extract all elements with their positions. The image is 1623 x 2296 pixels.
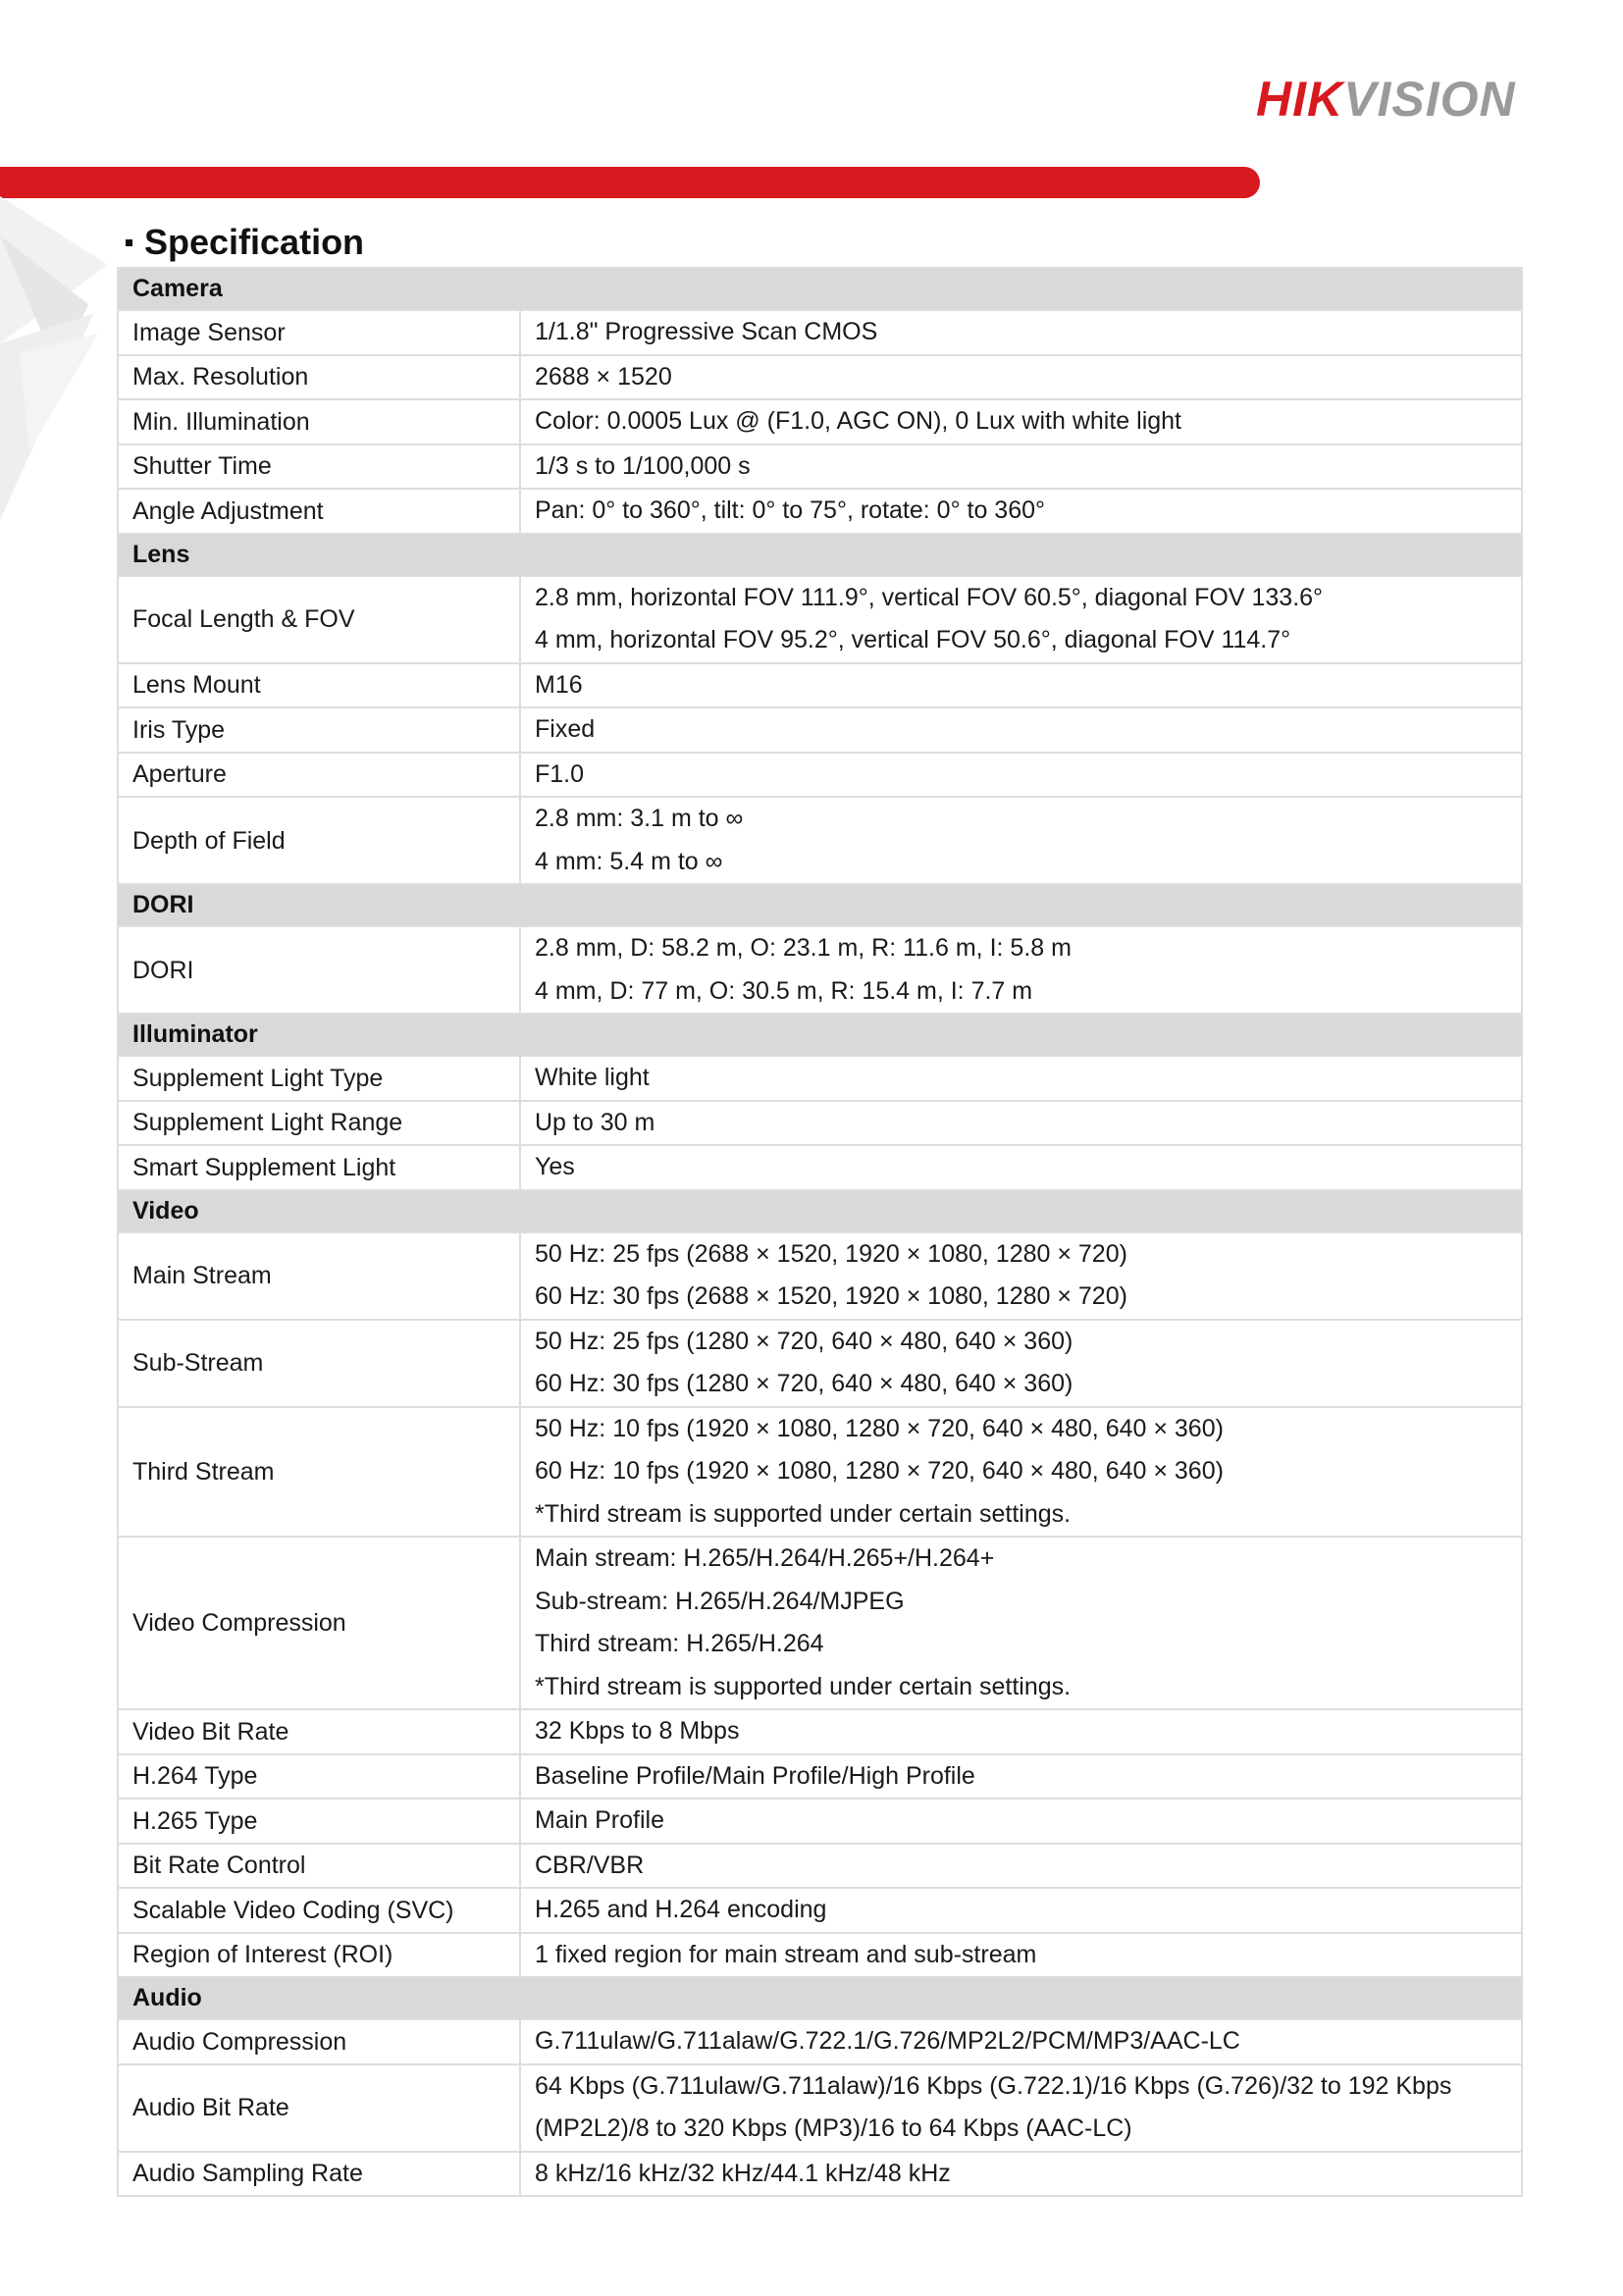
spec-value-cell — [520, 1754, 1522, 1800]
spec-value: G.711ulaw/G.711alaw/G.722.1/G.726/MP2L2/PCM/MP3/AAC-LC — [535, 2027, 1240, 2055]
spec-value: 2.8 mm, D: 58.2 m, O: 23.1 m, R: 11.6 m, I: 5.8 m — [535, 934, 1072, 962]
spec-value: 50 Hz: 25 fps (1280 × 720, 640 × 480, 640 × 360) — [535, 1327, 1073, 1355]
spec-label: Audio Sampling Rate — [118, 2152, 520, 2197]
section-header-row — [118, 884, 1522, 926]
spec-value: 60 Hz: 10 fps (1920 × 1080, 1280 × 720, 640 × 480, 640 × 360) — [535, 1457, 1224, 1485]
spec-value: 2.8 mm: 3.1 m to ∞ — [535, 805, 744, 832]
spec-row — [118, 355, 1522, 400]
spec-row — [118, 926, 1522, 1014]
spec-row — [118, 1537, 1522, 1709]
spec-row — [118, 1888, 1522, 1933]
spec-label: Scalable Video Coding (SVC) — [118, 1888, 520, 1933]
spec-row — [118, 1844, 1522, 1889]
spec-row — [118, 2064, 1522, 2152]
spec-label: Region of Interest (ROI) — [118, 1933, 520, 1978]
spec-value-cell — [520, 1799, 1522, 1844]
spec-value: 1 fixed region for main stream and sub-stream — [535, 1940, 1037, 1968]
section-header: Illuminator — [118, 1014, 1522, 1056]
spec-value-cell — [520, 1320, 1522, 1407]
spec-label: Audio Bit Rate — [118, 2064, 520, 2152]
spec-row — [118, 489, 1522, 534]
spec-label: Iris Type — [118, 707, 520, 753]
page-title-text: Specification — [144, 222, 365, 262]
spec-row — [118, 399, 1522, 444]
spec-value-cell — [520, 1709, 1522, 1754]
spec-value: Fixed — [535, 715, 596, 743]
spec-value-cell — [520, 2152, 1522, 2197]
spec-value-cell — [520, 797, 1522, 884]
spec-value: 32 Kbps to 8 Mbps — [535, 1717, 740, 1745]
section-header: Camera — [118, 268, 1522, 310]
spec-value: 64 Kbps (G.711ulaw/G.711alaw)/16 Kbps (G.722.1)/16 Kbps (G.726)/32 to 192 Kbps — [535, 2071, 1452, 2100]
spec-row — [118, 1799, 1522, 1844]
spec-value-cell — [520, 926, 1522, 1014]
spec-label: Lens Mount — [118, 663, 520, 708]
header-red-bar — [0, 167, 1260, 198]
spec-label: H.264 Type — [118, 1754, 520, 1800]
spec-label: Depth of Field — [118, 797, 520, 884]
spec-value-cell — [520, 707, 1522, 753]
specification-table — [117, 267, 1523, 2197]
spec-value: 4 mm, D: 77 m, O: 30.5 m, R: 15.4 m, I: 7.7 m — [535, 976, 1033, 1005]
spec-row — [118, 1754, 1522, 1800]
spec-value: Sub-stream: H.265/H.264/MJPEG — [535, 1587, 905, 1615]
spec-label: Supplement Light Type — [118, 1056, 520, 1101]
spec-value: F1.0 — [535, 759, 585, 788]
spec-row — [118, 663, 1522, 708]
spec-value-cell — [520, 1407, 1522, 1538]
spec-value: CBR/VBR — [535, 1851, 645, 1879]
spec-label: Main Stream — [118, 1232, 520, 1320]
spec-label: Sub-Stream — [118, 1320, 520, 1407]
section-header: DORI — [118, 884, 1522, 926]
spec-label: Max. Resolution — [118, 355, 520, 400]
spec-value: 8 kHz/16 kHz/32 kHz/44.1 kHz/48 kHz — [535, 2159, 951, 2187]
spec-value: 50 Hz: 25 fps (2688 × 1520, 1920 × 1080, 1280 × 720) — [535, 1239, 1127, 1268]
brand-logo-part1: HIK — [1256, 72, 1344, 127]
spec-label: Third Stream — [118, 1407, 520, 1538]
section-header-row — [118, 268, 1522, 310]
spec-row — [118, 1101, 1522, 1146]
spec-row — [118, 753, 1522, 798]
spec-value-cell — [520, 1537, 1522, 1709]
spec-row — [118, 2019, 1522, 2064]
spec-label: Video Bit Rate — [118, 1709, 520, 1754]
spec-label: Bit Rate Control — [118, 1844, 520, 1889]
spec-value-cell — [520, 2064, 1522, 2152]
spec-value-cell — [520, 355, 1522, 400]
spec-row — [118, 310, 1522, 355]
spec-value: 2688 × 1520 — [535, 362, 672, 391]
spec-value-cell — [520, 1056, 1522, 1101]
brand-logo-part2: VISION — [1343, 72, 1516, 127]
section-header-row — [118, 1977, 1522, 2019]
section-header: Audio — [118, 1977, 1522, 2019]
spec-value-cell — [520, 444, 1522, 490]
section-header-row — [118, 534, 1522, 576]
spec-value: Main Profile — [535, 1806, 664, 1834]
spec-value-cell — [520, 576, 1522, 663]
spec-label: Focal Length & FOV — [118, 576, 520, 663]
spec-label: Image Sensor — [118, 310, 520, 355]
spec-value: *Third stream is supported under certain settings. — [535, 1499, 1072, 1528]
spec-value: White light — [535, 1064, 650, 1091]
spec-label: H.265 Type — [118, 1799, 520, 1844]
spec-value: 2.8 mm, horizontal FOV 111.9°, vertical FOV 60.5°, diagonal FOV 133.6° — [535, 583, 1324, 611]
spec-value: 60 Hz: 30 fps (1280 × 720, 640 × 480, 640 × 360) — [535, 1370, 1073, 1397]
spec-label: Angle Adjustment — [118, 489, 520, 534]
spec-row — [118, 707, 1522, 753]
spec-value: M16 — [535, 670, 583, 699]
spec-value: 4 mm, horizontal FOV 95.2°, vertical FOV 50.6°, diagonal FOV 114.7° — [535, 626, 1291, 653]
spec-value-cell — [520, 310, 1522, 355]
spec-value: Up to 30 m — [535, 1108, 655, 1136]
spec-value-cell — [520, 1888, 1522, 1933]
spec-row — [118, 797, 1522, 884]
section-header: Video — [118, 1190, 1522, 1232]
spec-value: Color: 0.0005 Lux @ (F1.0, AGC ON), 0 Lux with white light — [535, 407, 1181, 435]
spec-label: Min. Illumination — [118, 399, 520, 444]
spec-value: *Third stream is supported under certain settings. — [535, 1672, 1072, 1700]
spec-value-cell — [520, 1232, 1522, 1320]
section-header: Lens — [118, 534, 1522, 576]
spec-value-cell — [520, 1844, 1522, 1889]
spec-value: Third stream: H.265/H.264 — [535, 1630, 824, 1657]
spec-value: Pan: 0° to 360°, tilt: 0° to 75°, rotate: 0° to 360° — [535, 496, 1046, 524]
spec-label: Audio Compression — [118, 2019, 520, 2064]
spec-row — [118, 576, 1522, 663]
title-bullet-icon — [126, 239, 132, 246]
spec-label: DORI — [118, 926, 520, 1014]
spec-value: Yes — [535, 1153, 575, 1180]
brand-logo — [1256, 72, 1516, 127]
spec-label: Supplement Light Range — [118, 1101, 520, 1146]
spec-value-cell — [520, 489, 1522, 534]
spec-row — [118, 444, 1522, 490]
spec-value-cell — [520, 1101, 1522, 1146]
specification-table-body — [118, 268, 1522, 2196]
spec-label: Shutter Time — [118, 444, 520, 490]
spec-row — [118, 1407, 1522, 1538]
spec-value-cell — [520, 1933, 1522, 1978]
decorative-triangle-graphic — [0, 196, 128, 530]
spec-value: 1/3 s to 1/100,000 s — [535, 451, 751, 480]
spec-value-cell — [520, 2019, 1522, 2064]
spec-value: 1/1.8" Progressive Scan CMOS — [535, 318, 878, 345]
spec-row — [118, 1232, 1522, 1320]
page-title — [126, 222, 364, 263]
spec-value-cell — [520, 663, 1522, 708]
spec-value: 50 Hz: 10 fps (1920 × 1080, 1280 × 720, 640 × 480, 640 × 360) — [535, 1414, 1224, 1442]
spec-value: Main stream: H.265/H.264/H.265+/H.264+ — [535, 1544, 995, 1572]
spec-row — [118, 1056, 1522, 1101]
spec-label: Aperture — [118, 753, 520, 798]
spec-value: 4 mm: 5.4 m to ∞ — [535, 847, 723, 875]
spec-value-cell — [520, 1145, 1522, 1190]
spec-value: 60 Hz: 30 fps (2688 × 1520, 1920 × 1080, 1280 × 720) — [535, 1282, 1127, 1310]
spec-value-cell — [520, 399, 1522, 444]
spec-value-cell — [520, 753, 1522, 798]
spec-value: Baseline Profile/Main Profile/High Profile — [535, 1761, 975, 1790]
spec-value: (MP2L2)/8 to 320 Kbps (MP3)/16 to 64 Kbps (AAC-LC) — [535, 2114, 1132, 2142]
spec-row — [118, 2152, 1522, 2197]
spec-row — [118, 1145, 1522, 1190]
spec-label: Smart Supplement Light — [118, 1145, 520, 1190]
spec-row — [118, 1933, 1522, 1978]
section-header-row — [118, 1014, 1522, 1056]
spec-label: Video Compression — [118, 1537, 520, 1709]
spec-row — [118, 1320, 1522, 1407]
section-header-row — [118, 1190, 1522, 1232]
spec-row — [118, 1709, 1522, 1754]
spec-value: H.265 and H.264 encoding — [535, 1896, 827, 1923]
